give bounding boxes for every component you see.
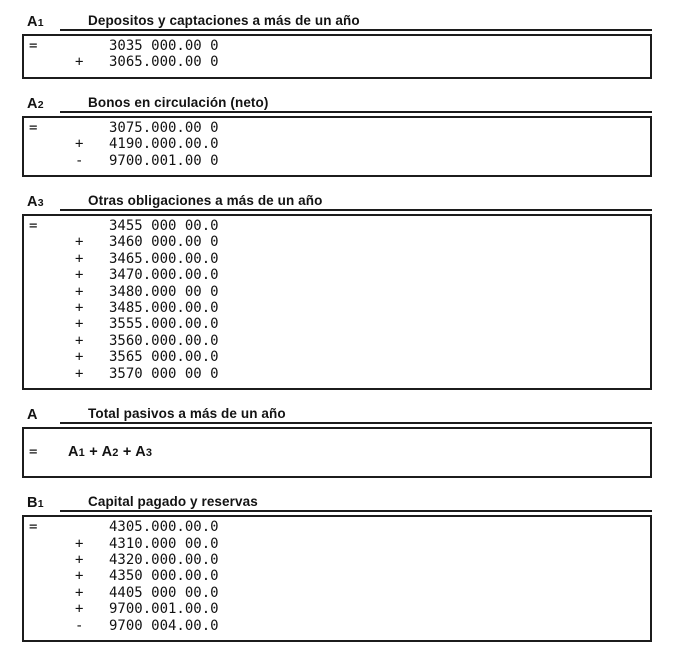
row-account-code: 3485.000.00.0 <box>109 300 219 317</box>
formula-row <box>24 267 650 283</box>
row-operator: + <box>75 283 84 300</box>
row-account-code: 3455 000 00.0 <box>109 218 219 235</box>
row-account-code: 9700.001.00.0 <box>109 601 219 618</box>
section-title: Depositos y captaciones a más de un año <box>88 13 360 28</box>
formula-row <box>24 316 650 332</box>
row-account-code: 4350 000.00.0 <box>109 568 219 585</box>
formula-row <box>24 284 650 300</box>
formula-term-base: A <box>135 443 146 460</box>
formula-box <box>22 116 652 177</box>
row-account-code: 3565 000.00.0 <box>109 349 219 366</box>
section-title: Capital pagado y reservas <box>88 494 258 510</box>
section-header <box>22 13 652 31</box>
row-operator: = <box>29 443 38 460</box>
section-label <box>22 408 60 424</box>
formula-row <box>24 601 650 617</box>
section-header <box>22 494 652 512</box>
row-account-code: 3460 000.00 0 <box>109 234 219 251</box>
row-operator: + <box>75 300 84 317</box>
formula-row <box>24 349 650 365</box>
formula-row <box>24 251 650 267</box>
row-account-code: 3470.000.00.0 <box>109 267 219 284</box>
section <box>22 494 652 642</box>
row-account-code: 4305.000.00.0 <box>109 519 219 536</box>
section <box>22 406 652 478</box>
section-label <box>22 15 60 31</box>
formula-row <box>24 333 650 349</box>
row-operator: - <box>75 617 84 634</box>
section-label-base: B <box>27 495 38 512</box>
formula-row <box>24 618 650 634</box>
row-operator: + <box>75 551 84 568</box>
row-operator: + <box>75 332 84 349</box>
row-account-code: 3075.000.00 0 <box>109 119 219 136</box>
formula-box <box>22 427 652 478</box>
section-header <box>22 406 652 424</box>
section-label-base: A <box>27 407 38 424</box>
formula-row <box>24 536 650 552</box>
row-operator: + <box>75 316 84 333</box>
section-label-sub: 2 <box>37 98 44 111</box>
row-operator: = <box>29 119 38 136</box>
section <box>22 193 652 390</box>
section-header-underline <box>60 95 652 113</box>
row-operator: + <box>75 136 84 153</box>
formula-row <box>24 366 650 382</box>
formula-term-base: A <box>101 443 113 460</box>
formula-row <box>24 552 650 568</box>
formula-box <box>22 515 652 642</box>
formula-term-sub: 1 <box>78 446 85 459</box>
row-account-code: 4310.000 00.0 <box>109 535 219 552</box>
formula-box <box>22 34 652 79</box>
formula-term-sub: 3 <box>145 446 153 459</box>
section-header-underline <box>60 494 652 512</box>
section-label <box>22 97 60 113</box>
section-header <box>22 95 652 113</box>
section-header-underline <box>60 193 652 211</box>
row-account-code: 3465.000.00.0 <box>109 250 219 267</box>
row-account-code: 3480.000 00 0 <box>109 283 219 300</box>
row-operator: + <box>75 535 84 552</box>
formula-term-base: A <box>68 443 79 460</box>
row-account-code: 9700.001.00 0 <box>109 152 219 169</box>
row-operator: + <box>75 568 84 585</box>
row-account-code: 3560.000.00.0 <box>109 332 219 349</box>
row-operator: + <box>75 365 84 382</box>
formula-row <box>24 444 650 461</box>
formula-row <box>24 54 650 70</box>
row-account-code: 3570 000 00 0 <box>109 365 219 382</box>
section-header-underline <box>60 13 652 31</box>
section <box>22 13 652 79</box>
section-label-sub: 1 <box>37 17 44 29</box>
formula-row <box>24 120 650 136</box>
row-account-code: 3035 000.00 0 <box>109 38 219 54</box>
row-operator: + <box>75 349 84 366</box>
row-operator: + <box>75 54 84 71</box>
section-title: Otras obligaciones a más de un año <box>88 193 323 209</box>
formula-row <box>24 519 650 535</box>
section-label-base: A <box>27 194 38 211</box>
section-label-base: A <box>27 95 38 112</box>
formula-row <box>24 218 650 234</box>
row-account-code: 4320.000.00.0 <box>109 551 219 568</box>
section-label-sub: 3 <box>37 197 44 210</box>
formula-term-sub: 2 <box>112 446 119 459</box>
row-operator: - <box>75 152 84 169</box>
formula-row <box>24 38 650 54</box>
formula-row <box>24 234 650 250</box>
row-account-code: 4190.000.00.0 <box>109 136 219 153</box>
section-title: Bonos en circulación (neto) <box>88 94 269 110</box>
formula-row <box>24 136 650 152</box>
formula-row <box>24 568 650 584</box>
row-operator: + <box>75 601 84 618</box>
row-operator: + <box>75 234 84 251</box>
section <box>22 95 652 177</box>
row-account-code: 3555.000.00.0 <box>109 316 219 333</box>
formula-row <box>24 153 650 169</box>
section-label <box>22 195 60 211</box>
formula-expression: A1 + A2 + A3 <box>68 443 153 460</box>
section-label-base: A <box>27 14 38 30</box>
section-label-sub: 1 <box>37 498 44 511</box>
formula-row <box>24 585 650 601</box>
row-account-code: 4405 000 00.0 <box>109 584 219 601</box>
row-operator: = <box>29 218 38 235</box>
section-title: Total pasivos a más de un año <box>88 406 286 422</box>
row-operator: + <box>75 267 84 284</box>
row-operator: + <box>75 584 84 601</box>
row-account-code: 3065.000.00 0 <box>109 54 219 71</box>
section-header <box>22 193 652 211</box>
section-label <box>22 496 60 512</box>
row-operator: = <box>29 38 38 54</box>
formula-row <box>24 300 650 316</box>
formula-box <box>22 214 652 390</box>
section-header-underline <box>60 406 652 424</box>
row-account-code: 9700 004.00.0 <box>109 617 219 634</box>
row-operator: = <box>29 519 38 536</box>
row-operator: + <box>75 250 84 267</box>
